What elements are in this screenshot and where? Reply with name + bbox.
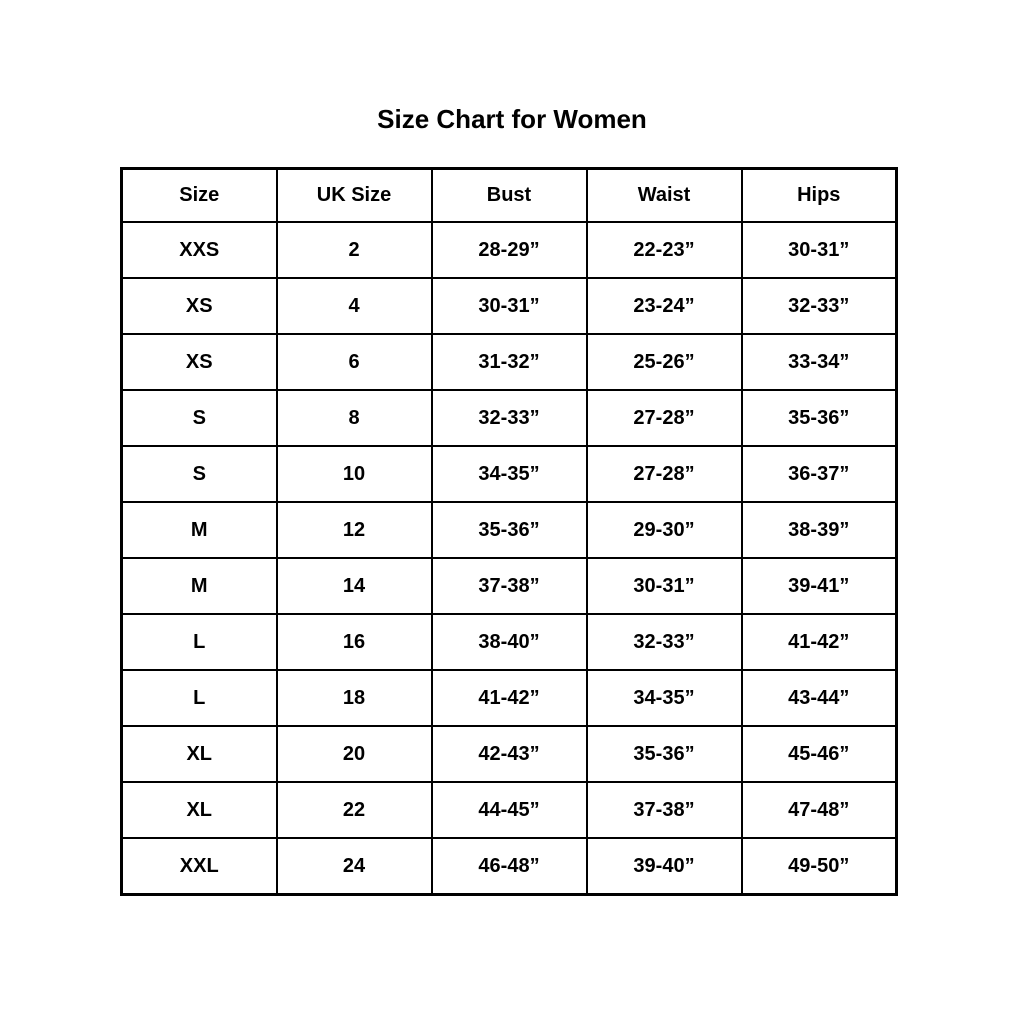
table-cell: XL [122, 726, 277, 782]
table-cell: 18 [277, 670, 432, 726]
table-cell: 44-45” [432, 782, 587, 838]
table-cell: 43-44” [742, 670, 897, 726]
table-cell: 16 [277, 614, 432, 670]
table-cell: 35-36” [742, 390, 897, 446]
table-cell: 32-33” [432, 390, 587, 446]
table-cell: 30-31” [587, 558, 742, 614]
table-cell: 34-35” [432, 446, 587, 502]
table-cell: 36-37” [742, 446, 897, 502]
table-cell: 38-39” [742, 502, 897, 558]
table-cell: M [122, 558, 277, 614]
table-cell: 34-35” [587, 670, 742, 726]
table-header-row [122, 169, 897, 223]
page-title: Size Chart for Women [377, 104, 647, 134]
table-cell: 8 [277, 390, 432, 446]
table-cell: 47-48” [742, 782, 897, 838]
table-cell: 2 [277, 222, 432, 278]
column-header-size: Size [122, 169, 277, 223]
table-cell: 12 [277, 502, 432, 558]
table-cell: XXL [122, 838, 277, 895]
table-cell: XL [122, 782, 277, 838]
table-cell: 20 [277, 726, 432, 782]
table-cell: 32-33” [742, 278, 897, 334]
table-cell: 30-31” [432, 278, 587, 334]
table-row [122, 502, 897, 558]
table-cell: 32-33” [587, 614, 742, 670]
table-cell: 23-24” [587, 278, 742, 334]
table-cell: 39-41” [742, 558, 897, 614]
column-header-hips: Hips [742, 169, 897, 223]
table-cell: L [122, 614, 277, 670]
table-cell: 27-28” [587, 390, 742, 446]
table-cell: 29-30” [587, 502, 742, 558]
table-cell: 39-40” [587, 838, 742, 895]
table-row [122, 670, 897, 726]
table-cell: 4 [277, 278, 432, 334]
table-cell: 14 [277, 558, 432, 614]
table-cell: 46-48” [432, 838, 587, 895]
table-cell: 22-23” [587, 222, 742, 278]
table-row [122, 278, 897, 334]
table-cell: 35-36” [587, 726, 742, 782]
table-cell: 37-38” [587, 782, 742, 838]
table-cell: 27-28” [587, 446, 742, 502]
table-cell: 31-32” [432, 334, 587, 390]
table-cell: 28-29” [432, 222, 587, 278]
table-cell: 6 [277, 334, 432, 390]
table-cell: 45-46” [742, 726, 897, 782]
column-header-waist: Waist [587, 169, 742, 223]
table-row [122, 334, 897, 390]
column-header-bust: Bust [432, 169, 587, 223]
table-cell: 41-42” [432, 670, 587, 726]
table-cell: 37-38” [432, 558, 587, 614]
table-row [122, 222, 897, 278]
table-row [122, 782, 897, 838]
table-cell: 41-42” [742, 614, 897, 670]
table-cell: 24 [277, 838, 432, 895]
table-cell: 30-31” [742, 222, 897, 278]
table-cell: S [122, 446, 277, 502]
table-row [122, 390, 897, 446]
table-row [122, 446, 897, 502]
size-chart-table [120, 167, 898, 896]
table-cell: XXS [122, 222, 277, 278]
table-cell: 33-34” [742, 334, 897, 390]
table-cell: 25-26” [587, 334, 742, 390]
table-cell: 38-40” [432, 614, 587, 670]
table-row [122, 726, 897, 782]
table-row [122, 838, 897, 895]
table-header [122, 169, 897, 223]
table-cell: M [122, 502, 277, 558]
table-cell: 22 [277, 782, 432, 838]
table-cell: XS [122, 334, 277, 390]
table-cell: 42-43” [432, 726, 587, 782]
column-header-uk-size: UK Size [277, 169, 432, 223]
table-cell: 10 [277, 446, 432, 502]
table-cell: S [122, 390, 277, 446]
table-cell: L [122, 670, 277, 726]
table-body [122, 222, 897, 895]
table-cell: 49-50” [742, 838, 897, 895]
table-cell: XS [122, 278, 277, 334]
table-row [122, 614, 897, 670]
table-cell: 35-36” [432, 502, 587, 558]
table-row [122, 558, 897, 614]
